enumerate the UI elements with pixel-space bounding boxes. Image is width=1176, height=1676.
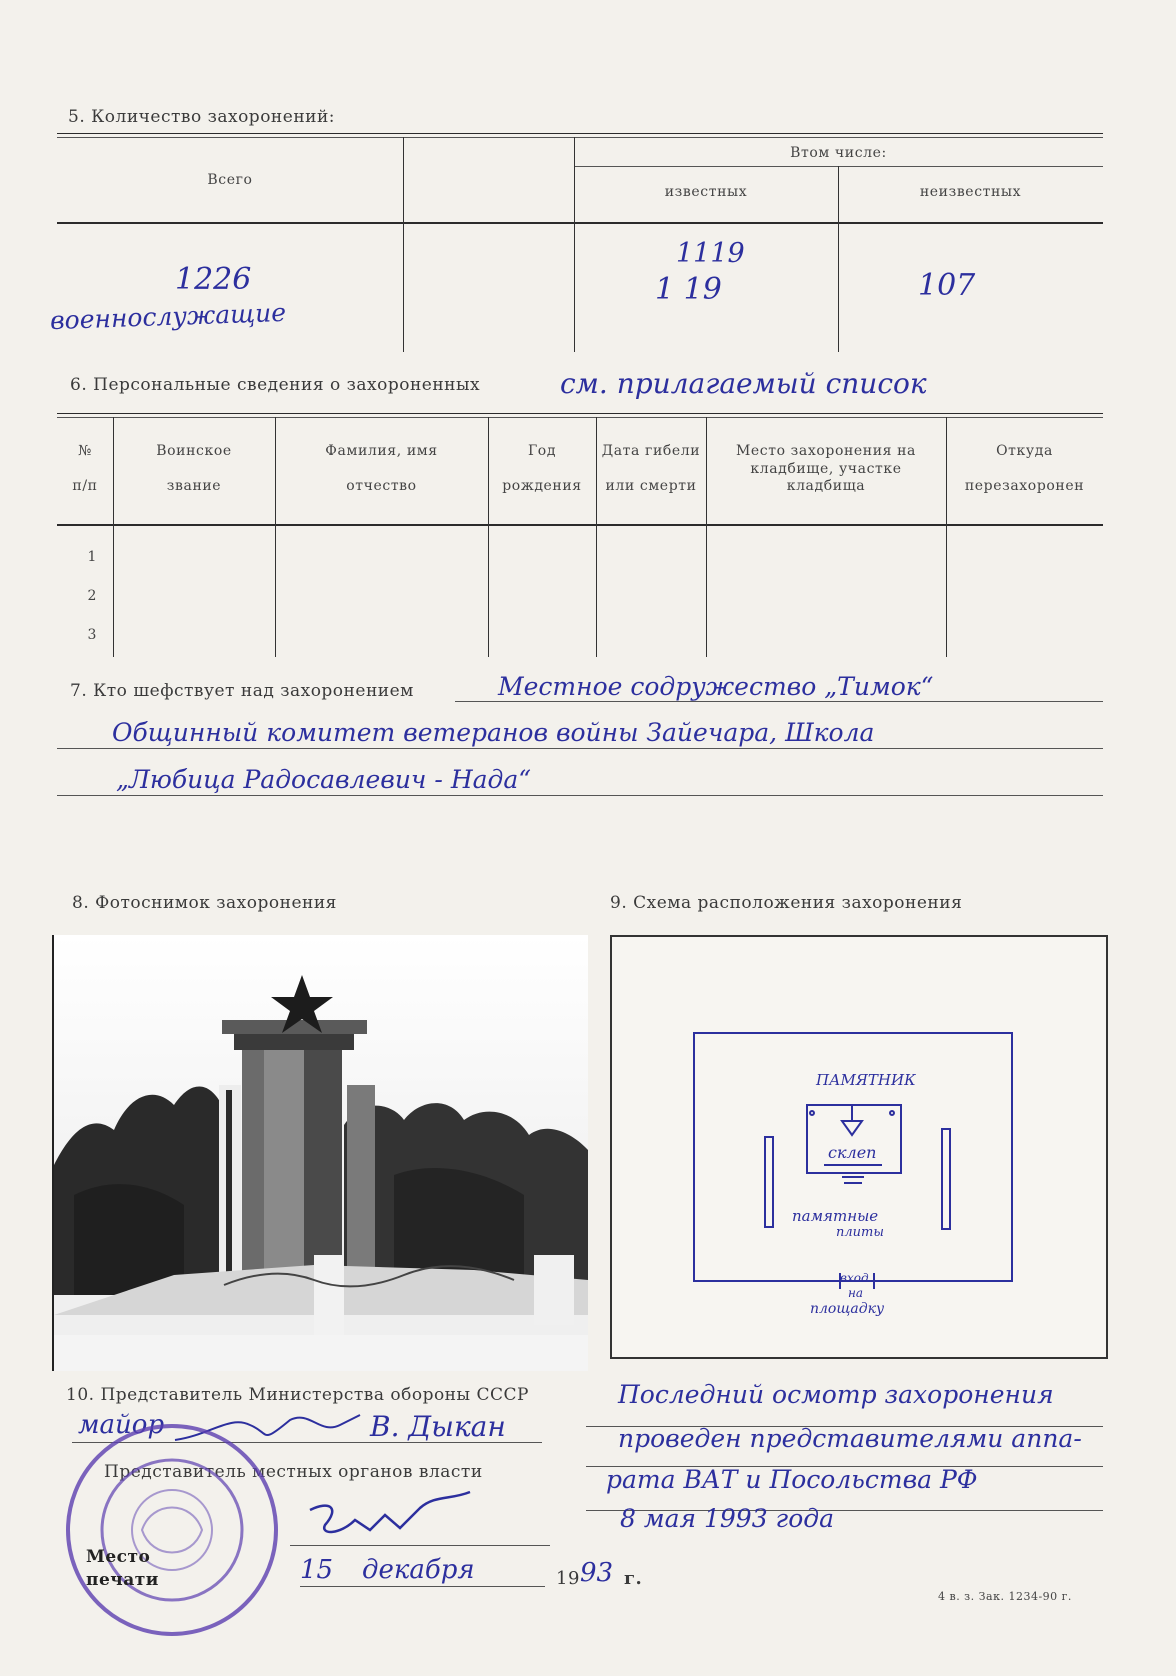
scheme-plates-label-1: памятные [792, 1207, 879, 1225]
official-seal-image [62, 1420, 282, 1640]
table-row-2-number: 2 [87, 588, 97, 604]
inspection-line-3: рата ВАТ и Посольства РФ [606, 1465, 978, 1494]
hdr-no-2: п/п [72, 478, 98, 494]
table5-col-sep-2 [574, 137, 575, 352]
date-year-suffix: 93 [580, 1558, 614, 1588]
scheme-entry-label-2: на [848, 1286, 864, 1300]
section-9-title: 9. Схема расположения захоронения [610, 893, 963, 913]
burial-photo [52, 935, 588, 1371]
mod-rank: майор [78, 1410, 165, 1440]
patron-line-1-rule [455, 701, 1103, 702]
table5-header-rule [57, 222, 1103, 224]
date-month: декабря [362, 1555, 475, 1585]
table5-top-rule-2 [57, 137, 1103, 138]
table-row-3-number: 3 [87, 627, 97, 643]
inspection-line-2: проведен представителями аппа- [618, 1424, 1082, 1453]
table6-top-rule [57, 413, 1103, 414]
known-value-2: 1 19 [655, 272, 722, 307]
inspection-line-4: 8 мая 1993 года [620, 1504, 834, 1533]
hdr-from-2: перезахоронен [964, 478, 1085, 494]
section-7-title: 7. Кто шефствует над захоронением [70, 681, 414, 701]
col-including-header: Втом числе: [790, 145, 887, 161]
patron-line-3-rule [57, 795, 1103, 796]
col-total-header: Всего [207, 172, 253, 188]
hdr-name-2: отчество [346, 478, 417, 494]
section-5-title: 5. Количество захоронений: [68, 107, 336, 127]
local-authority-title: Представитель местных органов власти [104, 1462, 483, 1482]
section-6-title: 6. Персональные сведения о захороненных [70, 375, 481, 395]
col-known-header: известных [664, 184, 748, 200]
unknown-value: 107 [918, 268, 976, 303]
scheme-entry-label-3: площадку [810, 1301, 885, 1317]
hdr-death-1: Дата гибели [601, 443, 701, 459]
date-year-prefix: 19 [556, 1568, 580, 1589]
hdr-year-1: Год [527, 443, 557, 459]
table5-col-sep-1 [403, 137, 404, 352]
date-g: г. [624, 1568, 643, 1589]
scheme-monument-label: ПАМЯТНИК [816, 1071, 916, 1089]
total-value: 1226 [175, 262, 252, 297]
hdr-from-1: Откуда [996, 443, 1053, 459]
scheme-plates-label-2: плиты [836, 1225, 884, 1240]
date-day: 15 [300, 1555, 334, 1585]
seal-place-label-2: печати [86, 1570, 159, 1590]
patron-line-2: Общинный комитет ветеранов войны Зайечара, Школа [112, 718, 875, 747]
patron-line-2-rule [57, 748, 1103, 749]
known-value-1: 1119 [676, 238, 745, 269]
printer-mark: 4 в. з. Зак. 1234-90 г. [938, 1590, 1072, 1603]
table-row-1-number: 1 [87, 549, 97, 565]
date-day-rule [300, 1586, 360, 1587]
hdr-year-2: рождения [502, 478, 582, 494]
col-unknown-header: неизвестных [919, 184, 1022, 200]
hdr-rank-2: звание [166, 478, 222, 494]
inspection-line-1: Последний осмотр захоронения [618, 1380, 1054, 1409]
scheme-entry-label-1: вход [840, 1271, 869, 1285]
table5-top-rule [57, 133, 1103, 134]
scheme-crypt-label: склеп [828, 1143, 877, 1162]
hdr-name-1: Фамилия, имя [325, 443, 438, 459]
patron-line-3: „Любица Радосавлевич - Нада“ [116, 765, 532, 794]
hdr-rank-1: Воинское [156, 443, 232, 459]
date-month-rule [355, 1586, 545, 1587]
mod-name: В. Дыкан [370, 1410, 506, 1443]
seal-place-label-1: Место [86, 1547, 151, 1567]
hdr-no-1: № [78, 443, 92, 459]
total-note: военнослужащие [49, 297, 287, 336]
hdr-place-1: Место захоронения на [735, 443, 917, 459]
hdr-place-3: кладбища [786, 478, 866, 494]
burial-scheme [610, 935, 1108, 1359]
personal-info-note: см. прилагаемый список [560, 367, 927, 400]
burial-photo-image [54, 935, 588, 1371]
section-10-title: 10. Представитель Министерства обороны СССР [66, 1385, 529, 1405]
hdr-place-2: кладбище, участке [750, 461, 902, 477]
official-seal [62, 1420, 282, 1640]
local-signature [300, 1490, 480, 1550]
section-8-title: 8. Фотоснимок захоронения [72, 893, 337, 913]
patron-line-1: Местное содружество „Тимок“ [498, 672, 934, 701]
hdr-death-2: или смерти [605, 478, 697, 494]
